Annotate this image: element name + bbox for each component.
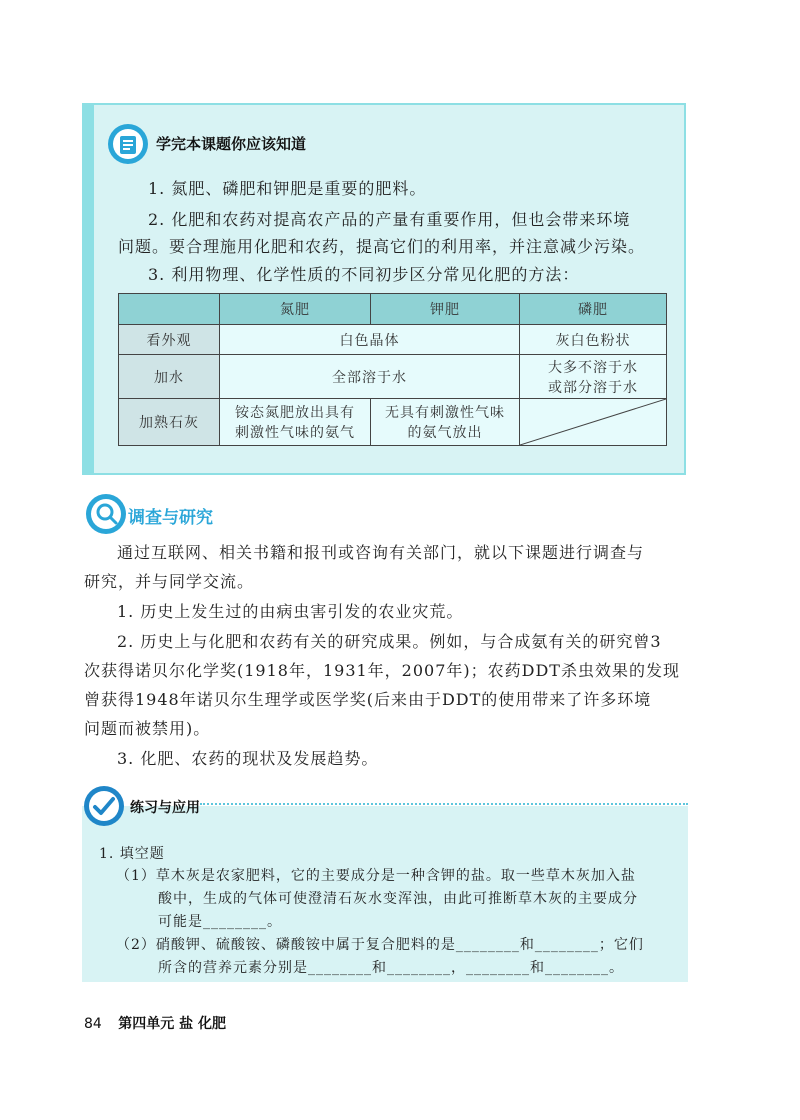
magnifier-icon: [86, 494, 126, 534]
table-cell: 白色晶体: [220, 325, 520, 355]
summary-item-2-cont: 问题。要合理施用化肥和农药，提高它们的利用率，并注意减少污染。: [118, 237, 646, 256]
research-intro-cont: 研究，并与同学交流。: [84, 572, 255, 591]
row-label: 加水: [119, 355, 220, 399]
table-row: [119, 355, 667, 399]
page-footer: [84, 1013, 226, 1033]
exercise-q1-2-cont: 所含的营养元素分别是________和________，________和________。: [158, 960, 624, 976]
dotted-divider: [200, 803, 688, 805]
page-number: 84: [84, 1016, 102, 1032]
exercise-q1-1-cont: 可能是________。: [158, 914, 282, 930]
table-cell-stacked: [520, 355, 667, 399]
cell-line: 大多不溶于水: [548, 359, 638, 376]
summary-title: 学完本课题你应该知道: [156, 135, 307, 153]
summary-item-3: 3. 利用物理、化学性质的不同初步区分常见化肥的方法：: [148, 265, 580, 284]
research-item-1: 1. 历史上发生过的由病虫害引发的农业灾荒。: [117, 602, 464, 621]
summary-item-1: 1. 氮肥、磷肥和钾肥是重要的肥料。: [148, 179, 427, 198]
table-row: [119, 325, 667, 355]
header-potassium: 钾肥: [371, 294, 520, 325]
research-item-2-cont: 曾获得1948年诺贝尔生理学或医学奖(后来由于DDT的使用带来了许多环境: [84, 690, 652, 709]
research-item-3: 3. 化肥、农药的现状及发展趋势。: [117, 749, 379, 768]
cell-line: 无具有刺激性气味: [385, 405, 505, 421]
cell-line: 刺激性气味的氨气: [235, 425, 355, 441]
research-item-2-cont: 次获得诺贝尔化学奖(1918年，1931年，2007年)；农药DDT杀虫效果的发现: [84, 661, 680, 680]
research-intro: 通过互联网、相关书籍和报刊或咨询有关部门，就以下课题进行调查与: [117, 543, 645, 562]
table-row: [119, 399, 667, 446]
diagonal-line: [520, 399, 666, 445]
pencil-check-icon: [84, 786, 124, 826]
unit-title: 第四单元 盐 化肥: [118, 1016, 227, 1032]
research-item-2: 2. 历史上与化肥和农药有关的研究成果。例如，与合成氨有关的研究曾3: [117, 632, 662, 651]
table-cell-stacked: [220, 399, 371, 446]
fertilizer-table: [118, 293, 667, 446]
research-item-2-cont: 问题而被禁用)。: [84, 719, 211, 738]
summary-left-bar: [84, 105, 94, 473]
row-label: 加熟石灰: [119, 399, 220, 446]
table-cell-stacked: [371, 399, 520, 446]
exercise-q1-1-cont: 酸中，生成的气体可使澄清石灰水变浑浊，由此可推断草木灰的主要成分: [158, 891, 638, 907]
cell-line: 的氨气放出: [407, 425, 483, 441]
exercise-title: 练习与应用: [130, 800, 200, 816]
exercise-q1-2: （2）硝酸钾、硫酸铵、磷酸铵中属于复合肥料的是________和________；它们: [116, 937, 644, 953]
table-cell: 灰白色粉状: [520, 325, 667, 355]
cell-line: 或部分溶于水: [548, 379, 638, 396]
row-label: 看外观: [119, 325, 220, 355]
research-title: 调查与研究: [128, 508, 213, 528]
exercise-q1: 1. 填空题: [99, 846, 165, 862]
book-icon: [108, 124, 148, 164]
summary-item-2: 2. 化肥和农药对提高农产品的产量有重要作用，但也会带来环境: [148, 210, 631, 229]
header-phosphorus: 磷肥: [520, 294, 667, 325]
exercise-q1-1: （1）草木灰是农家肥料，它的主要成分是一种含钾的盐。取一些草木灰加入盐: [116, 868, 636, 884]
header-nitrogen: 氮肥: [220, 294, 371, 325]
table-corner-cell: [119, 294, 220, 325]
diagonal-empty-cell: [520, 399, 667, 446]
cell-line: 铵态氮肥放出具有: [235, 405, 355, 421]
table-header-row: [119, 294, 667, 325]
table-cell: 全部溶于水: [220, 355, 520, 399]
